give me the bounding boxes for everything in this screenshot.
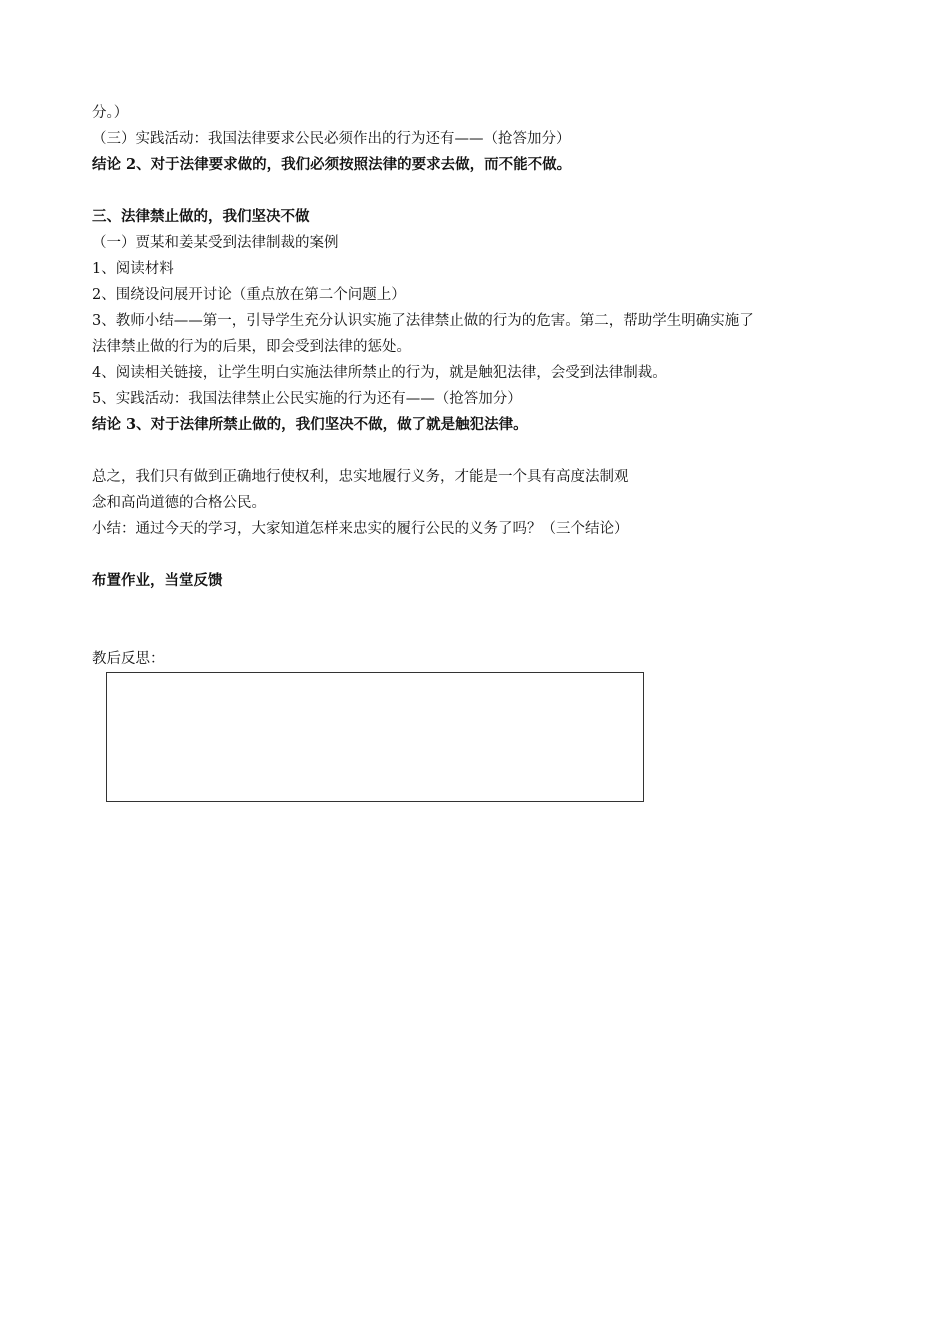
- practice-activity-3: （三）实践活动：我国法律要求公民必须作出的行为还有——（抢答加分）: [92, 131, 571, 147]
- summary-paragraph-continued: 念和高尚道德的合格公民。: [92, 495, 266, 511]
- spacer: [92, 438, 882, 464]
- summary-paragraph: 总之，我们只有做到正确地行使权利，忠实地履行义务，才能是一个具有高度法制观: [92, 469, 629, 485]
- lesson-summary: 小结：通过今天的学习，大家知道怎样来忠实的履行公民的义务了吗？（三个结论）: [92, 521, 629, 537]
- reflection-label: 教后反思：: [92, 651, 165, 667]
- subsection-heading-1: （一）贾某和姜某受到法律制裁的案例: [92, 235, 339, 251]
- section-heading-3: 三、法律禁止做的，我们坚决不做: [92, 208, 310, 225]
- spacer: [92, 178, 882, 204]
- conclusion-3: 结论 3、对于法律所禁止做的，我们坚决不做，做了就是触犯法律。: [92, 416, 528, 433]
- step-3: 3、教师小结——第一，引导学生充分认识实施了法律禁止做的行为的危害。第二，帮助学生明确实施了: [92, 313, 754, 329]
- step-3-continued: 法律禁止做的行为的后果，即会受到法律的惩处。: [92, 339, 411, 355]
- step-1: 1、阅读材料: [92, 261, 174, 277]
- reflection-box: [106, 672, 644, 802]
- spacer: [92, 594, 882, 646]
- step-2: 2、围绕设问展开讨论（重点放在第二个问题上）: [92, 287, 406, 303]
- spacer: [92, 542, 882, 568]
- step-4: 4、阅读相关链接，让学生明白实施法律所禁止的行为，就是触犯法律，会受到法律制裁。: [92, 365, 667, 381]
- conclusion-2: 结论 2、对于法律要求做的，我们必须按照法律的要求去做，而不能不做。: [92, 156, 572, 173]
- text-line: 分。）: [92, 105, 129, 121]
- step-5: 5、实践活动：我国法律禁止公民实施的行为还有——（抢答加分）: [92, 391, 522, 407]
- document-body: [92, 100, 882, 672]
- homework-heading: 布置作业，当堂反馈: [92, 572, 223, 589]
